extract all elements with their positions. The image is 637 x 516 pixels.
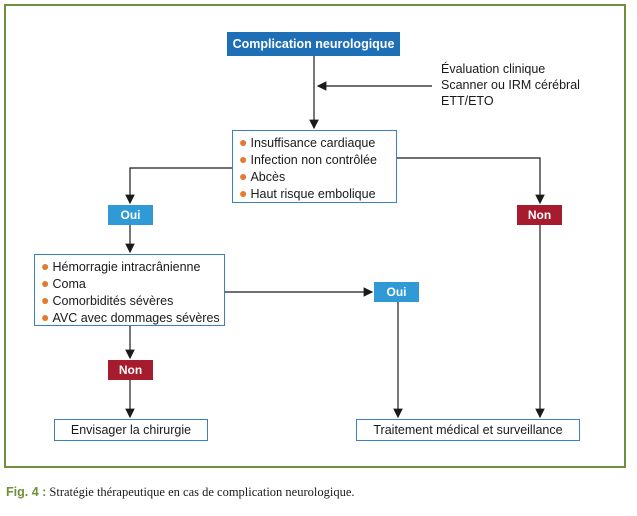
- list-item: ● Abcès: [239, 168, 286, 184]
- figure-label: Fig. 4 :: [6, 485, 47, 499]
- list-item: ● AVC avec dommages sévères: [41, 309, 220, 325]
- list-item: ● Coma: [41, 275, 86, 291]
- bullet-icon: ●: [41, 309, 50, 325]
- line-criteria1-to-oui: [130, 168, 232, 203]
- start-node: Complication neurologique: [227, 32, 400, 56]
- bullet-icon: ●: [41, 275, 50, 291]
- bullet-icon: ●: [41, 292, 50, 308]
- list-item: ● Comorbidités sévères: [41, 292, 174, 308]
- line-criteria1-to-non: [397, 158, 540, 203]
- side-note-line: Évaluation clinique: [441, 62, 546, 76]
- bullet-icon: ●: [239, 185, 248, 201]
- outcome-medical: Traitement médical et surveillance: [356, 419, 580, 441]
- no-label: Non: [108, 360, 153, 380]
- no-label: Non: [517, 205, 562, 225]
- criteria-box-2: [34, 254, 225, 326]
- side-note: [441, 61, 580, 109]
- outcome-surgery: Envisager la chirurgie: [54, 419, 208, 441]
- list-item: ● Haut risque embolique: [239, 185, 376, 201]
- side-note-line: Scanner ou IRM cérébral: [441, 78, 580, 92]
- list-item: ● Infection non contrôlée: [239, 151, 377, 167]
- bullet-icon: ●: [239, 168, 248, 184]
- bullet-icon: ●: [239, 151, 248, 167]
- yes-label: Oui: [374, 282, 419, 302]
- bullet-icon: ●: [41, 258, 50, 274]
- figure-caption: [6, 485, 355, 500]
- criteria-box-1: [232, 130, 397, 203]
- list-item: ● Insuffisance cardiaque: [239, 134, 376, 150]
- list-item: ● Hémorragie intracrânienne: [41, 258, 201, 274]
- side-note-line: ETT/ETO: [441, 94, 494, 108]
- yes-label: Oui: [108, 205, 153, 225]
- figure-caption-text: Stratégie thérapeutique en cas de complication neurologique.: [49, 485, 355, 499]
- bullet-icon: ●: [239, 134, 248, 150]
